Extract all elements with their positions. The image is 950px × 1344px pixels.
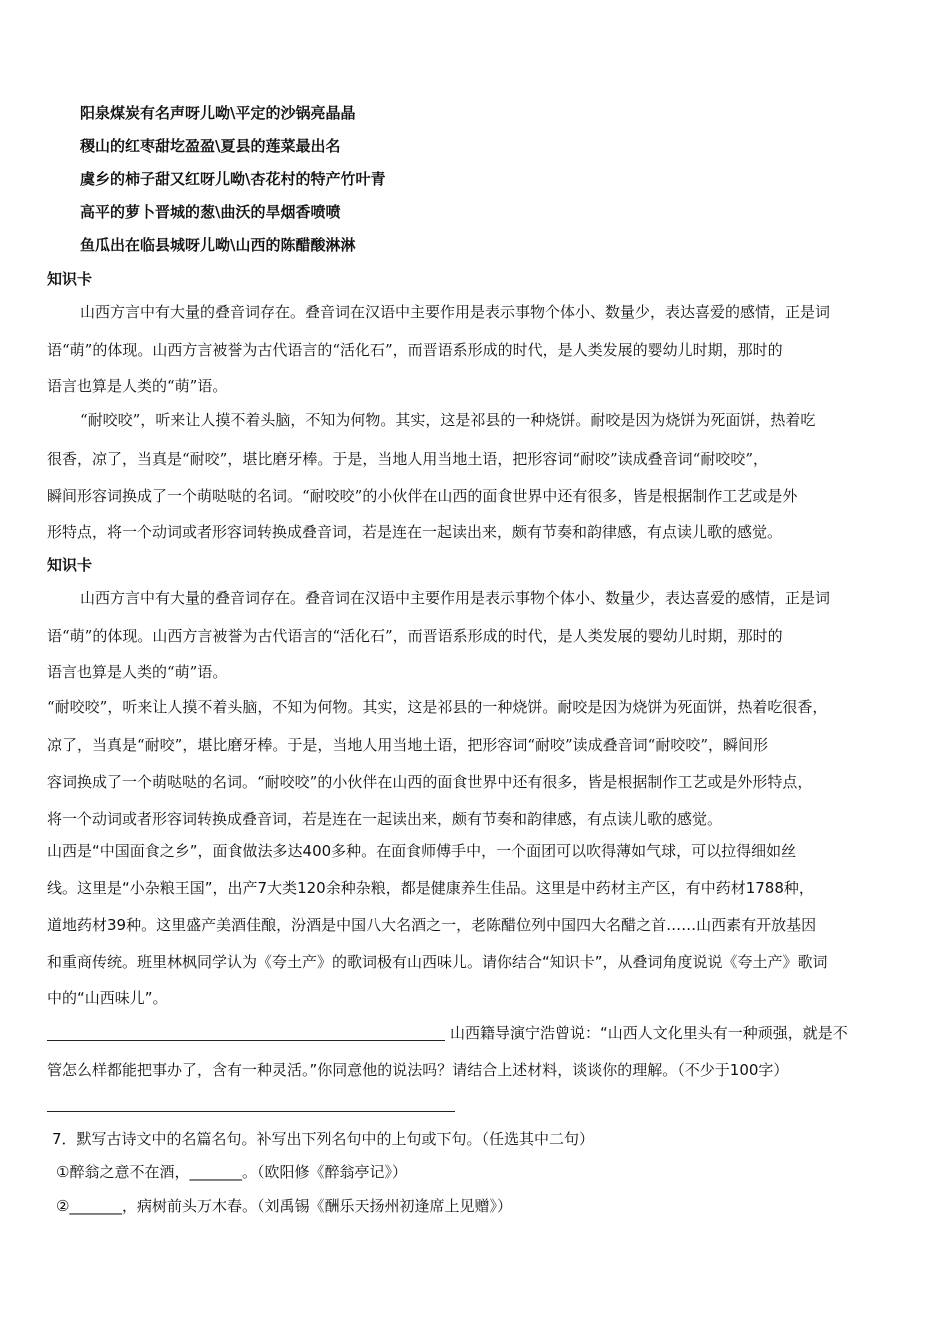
- card1-paragraph1-line: 语“萌”的体现。山西方言被誉为古代语言的“活化石”，而晋语系形成的时代，是人类发展的婴幼儿时期，那时的: [47, 341, 783, 359]
- question7-item: ②_______，病树前头万木春。（刘禹锡《酬乐天扬州初逢席上见赠》）: [56, 1197, 512, 1215]
- question-line: 线。这里是“小杂粮王国”，出产7大类120余种杂粮，都是健康养生佳品。这里是中药材主产区，有中药材1788种，: [47, 879, 814, 897]
- card2-paragraph1-line: 山西方言中有大量的叠音词存在。叠音词在汉语中主要作用是表示事物个体小、数量少，表达喜爱的感情，正是词: [80, 589, 831, 607]
- card2-paragraph2-line: 容词换成了一个萌哒哒的名词。“耐咬咬”的小伙伴在山西的面食世界中还有很多，皆是根据制作工艺或是外形特点，: [47, 773, 813, 791]
- question-line: 中的“山西味儿”。: [47, 989, 168, 1007]
- lyric-line: 高平的萝卜晋城的葱\曲沃的旱烟香喷喷: [80, 203, 341, 221]
- question-line: 和重商传统。班里林枫同学认为《夸土产》的歌词极有山西味儿。请你结合“知识卡”，从叠词角度说说《夸土产》歌词: [47, 953, 828, 971]
- card2-paragraph2-line: 将一个动词或者形容词转换成叠音词，若是连在一起读出来，颇有节奏和韵律感，有点读儿歌的感觉。: [47, 810, 723, 828]
- card1-paragraph2-line: 很香，凉了，当真是“耐咬”，堪比磨牙棒。于是，当地人用当地土语，把形容词“耐咬”读成叠音词“耐咬咬”，: [47, 450, 769, 468]
- question2-line: 管怎么样都能把事办了，含有一种灵活。”你同意他的说法吗？请结合上述材料，谈谈你的理解。（不少于100字）: [47, 1061, 789, 1079]
- lyric-line: 稷山的红枣甜圪盈盈\夏县的莲菜最出名: [80, 137, 341, 155]
- knowledge-card-label: 知识卡: [47, 556, 93, 574]
- knowledge-card-label: 知识卡: [47, 270, 93, 288]
- card2-paragraph2-line: 凉了，当真是“耐咬”，堪比磨牙棒。于是，当地人用当地土语，把形容词“耐咬”读成叠音词“耐咬咬”，瞬间形: [47, 736, 769, 754]
- lyric-line: 鱼瓜出在临县城呀儿呦\山西的陈醋酸淋淋: [80, 236, 356, 254]
- answer-blank[interactable]: [47, 1040, 445, 1041]
- question7-item: ①醉翁之意不在酒，_______。（欧阳修《醉翁亭记》）: [56, 1163, 407, 1181]
- card1-paragraph2-line: “耐咬咬”，听来让人摸不着头脑，不知为何物。其实，这是祁县的一种烧饼。耐咬是因为烧饼为死面饼，热着吃: [80, 411, 816, 429]
- card2-paragraph1-line: 语言也算是人类的“萌”语。: [47, 663, 228, 681]
- card1-paragraph1-line: 山西方言中有大量的叠音词存在。叠音词在汉语中主要作用是表示事物个体小、数量少，表达喜爱的感情，正是词: [80, 303, 831, 321]
- lyric-line: 阳泉煤炭有名声呀儿呦\平定的沙锅亮晶晶: [80, 104, 356, 122]
- card1-paragraph1-line: 语言也算是人类的“萌”语。: [47, 377, 228, 395]
- question7-title: 7．默写古诗文中的名篇名句。补写出下列名句中的上句或下句。（任选其中二句）: [52, 1130, 595, 1148]
- card1-paragraph2-line: 瞬间形容词换成了一个萌哒哒的名词。“耐咬咬”的小伙伴在山西的面食世界中还有很多，皆是根据制作工艺或是外: [47, 487, 798, 505]
- answer-blank[interactable]: [47, 1111, 455, 1112]
- card2-paragraph2-line: “耐咬咬”，听来让人摸不着头脑，不知为何物。其实，这是祁县的一种烧饼。耐咬是因为烧饼为死面饼，热着吃很香，: [47, 698, 828, 716]
- question-line: 山西是“中国面食之乡”，面食做法多达400多种。在面食师傅手中，一个面团可以吹得薄如气球，可以拉得细如丝: [47, 842, 797, 860]
- card1-paragraph2-line: 形特点，将一个动词或者形容词转换成叠音词，若是连在一起读出来，颇有节奏和韵律感，有点读儿歌的感觉。: [47, 523, 783, 541]
- lyric-line: 虞乡的柿子甜又红呀儿呦\杏花村的特产竹叶青: [80, 170, 386, 188]
- question-line: 道地药材39种。这里盛产美酒佳酿，汾酒是中国八大名酒之一，老陈醋位列中国四大名醋之首……山西素有开放基因: [47, 916, 817, 934]
- card2-paragraph1-line: 语“萌”的体现。山西方言被誉为古代语言的“活化石”，而晋语系形成的时代，是人类发展的婴幼儿时期，那时的: [47, 627, 783, 645]
- question2-line: 山西籍导演宁浩曾说：“山西人文化里头有一种顽强，就是不: [450, 1024, 848, 1042]
